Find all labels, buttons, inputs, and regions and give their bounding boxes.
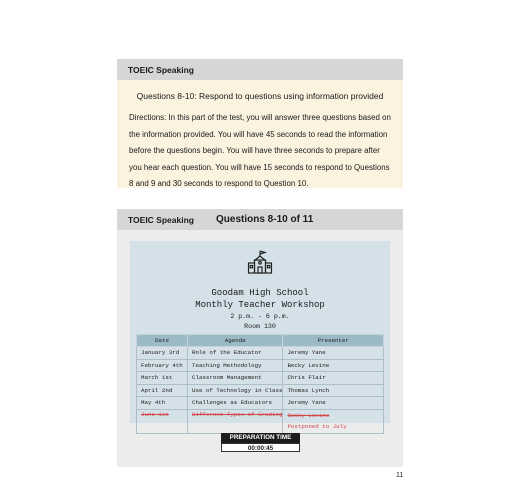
table-row xyxy=(137,372,384,385)
table-header-row xyxy=(137,335,384,347)
row-presenter: Jeremy Yane xyxy=(283,397,384,410)
cancelled-date: June 1st xyxy=(141,410,169,418)
table-row xyxy=(137,359,384,372)
event-name: Monthly Teacher Workshop xyxy=(195,300,325,310)
row-date: February 4th xyxy=(137,359,188,372)
cancelled-presenter: Becky Levine xyxy=(287,411,330,419)
row-date: January 3rd xyxy=(137,347,188,360)
table-row-cancelled xyxy=(137,409,384,433)
cancelled-agenda: Different Types of Grading xyxy=(192,410,283,418)
row-agenda: Challenges as Educators xyxy=(188,397,283,410)
info-card xyxy=(130,241,390,430)
directions-text: Directions: In this part of the test, you will answer three questions based on the information provided. You will have 45 seconds to read the information before the questions begin. You will have three seconds to prepare after you hear each question. You will have 15 seconds to respond to Questions 8 and 9 and 30 seconds to respond to Question 10. xyxy=(129,113,391,188)
row-agenda xyxy=(188,409,283,433)
column-header-agenda: Agenda xyxy=(188,335,283,347)
table-row xyxy=(137,397,384,410)
test-brand: TOEIC Speaking xyxy=(128,64,194,75)
prep-time-value: 00:00:45 xyxy=(221,443,300,452)
row-presenter: Becky Levine xyxy=(283,359,384,372)
row-agenda: Role of the Educator xyxy=(188,347,283,360)
row-date: March 1st xyxy=(137,372,188,385)
school-building-icon xyxy=(247,250,273,274)
column-header-presenter: Presenter xyxy=(283,335,384,347)
question-counter: Questions 8-10 of 11 xyxy=(216,214,314,225)
prep-time-label: PREPARATION TIME xyxy=(221,433,300,443)
directions-panel xyxy=(117,80,403,188)
row-presenter: Jeremy Yane xyxy=(283,347,384,360)
row-agenda: Classroom Management xyxy=(188,372,283,385)
row-presenter: Thomas Lynch xyxy=(283,384,384,397)
test-screen-header xyxy=(117,209,403,230)
event-room: Room 130 xyxy=(244,323,276,330)
column-header-date: Date xyxy=(137,335,188,347)
row-agenda: Use of Technology in Class xyxy=(188,384,283,397)
preparation-timer xyxy=(221,433,300,452)
row-presenter xyxy=(283,409,384,433)
postponed-note: Postponed to July xyxy=(287,423,347,430)
school-name: Goodam High School xyxy=(211,288,309,298)
row-date: May 4th xyxy=(137,397,188,410)
section-title: Questions 8-10: Respond to questions using information provided xyxy=(136,91,384,101)
page-number: 11 xyxy=(396,472,404,479)
test-header xyxy=(117,59,403,80)
test-brand: TOEIC Speaking xyxy=(128,214,194,225)
table-row xyxy=(137,384,384,397)
row-agenda: Teaching Methodology xyxy=(188,359,283,372)
row-date: April 2nd xyxy=(137,384,188,397)
event-time: 2 p.m. - 6 p.m. xyxy=(230,313,290,320)
schedule-table xyxy=(136,334,384,434)
table-row xyxy=(137,347,384,360)
row-date xyxy=(137,409,188,433)
test-screen xyxy=(117,230,403,467)
row-presenter: Chris Flair xyxy=(283,372,384,385)
